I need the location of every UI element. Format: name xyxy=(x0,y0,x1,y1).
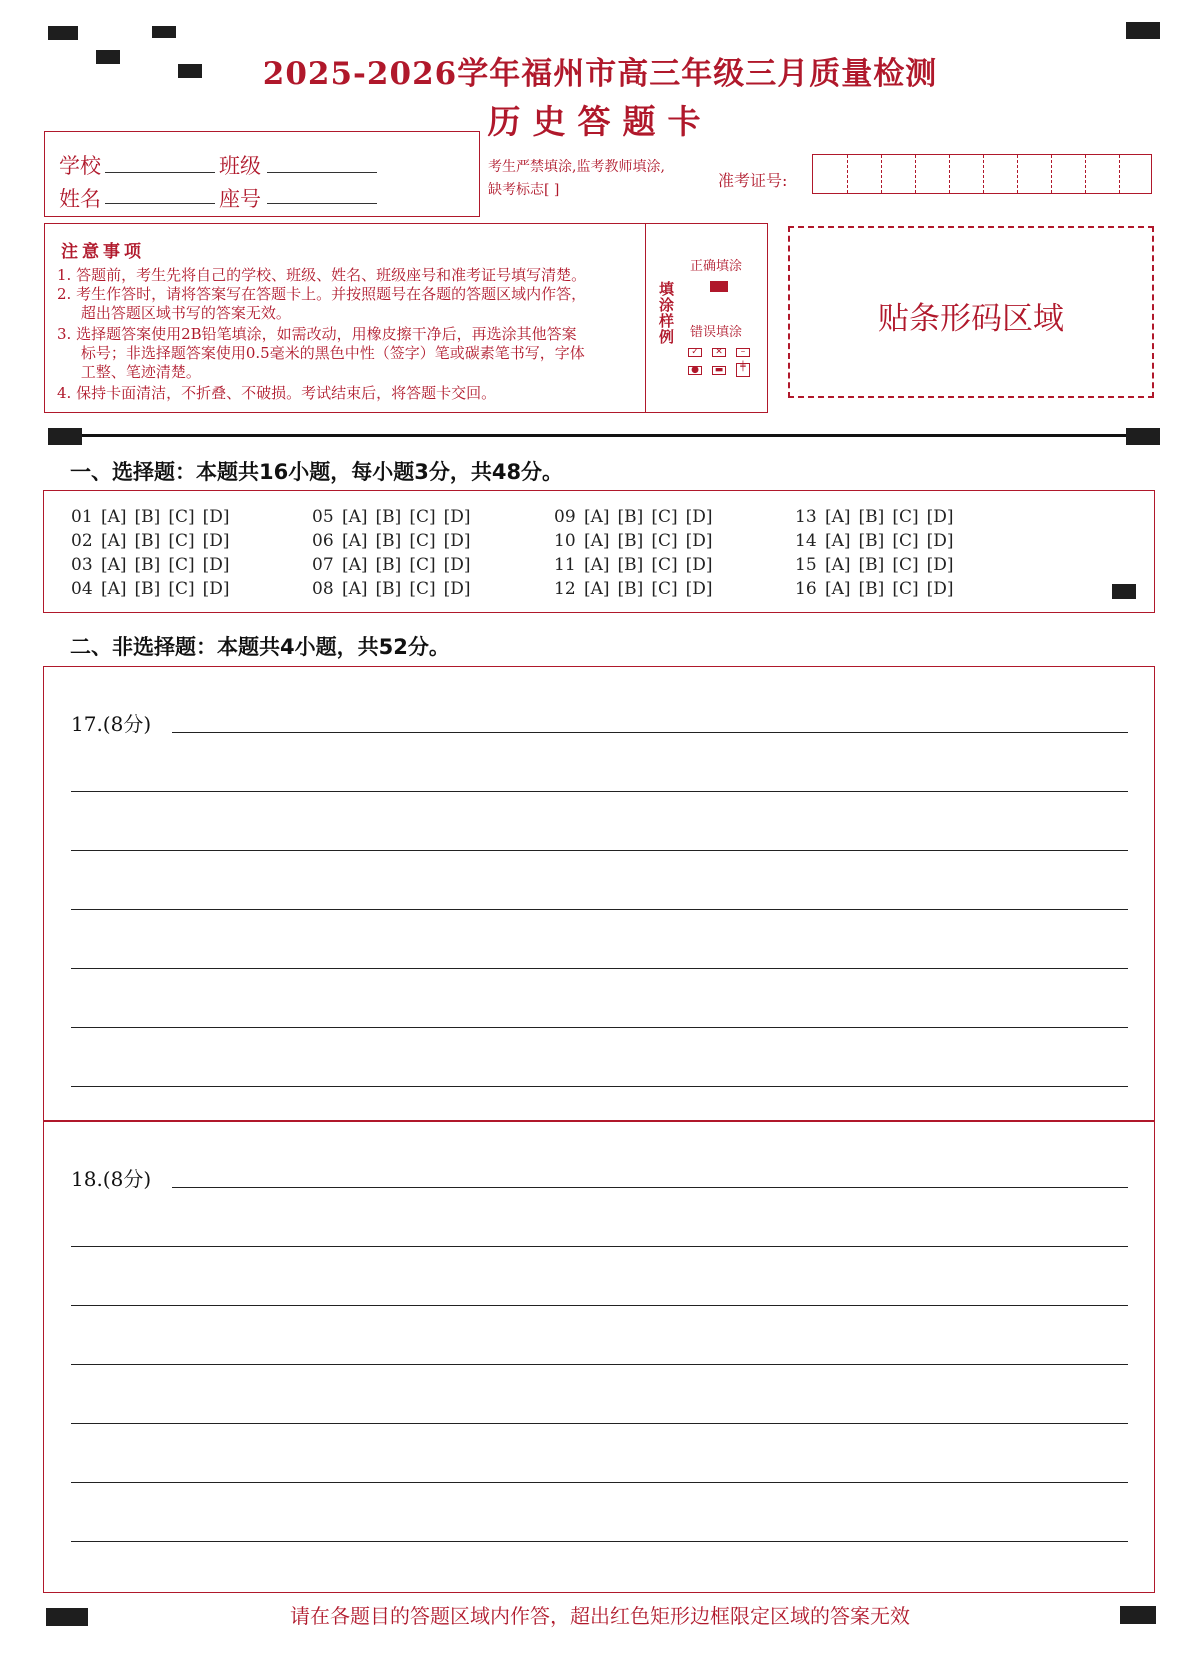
choice-question-row xyxy=(795,507,962,527)
school-label: 学校 xyxy=(59,154,101,178)
notice-item: 2. 考生作答时，请将答案写在答题卡上。并按照题号在各题的答题区域内作答， xyxy=(57,285,587,303)
alignment-mark xyxy=(48,428,82,445)
answer-option[interactable]: [C] xyxy=(409,531,436,551)
section2-title: 二、非选择题：本题共4小题，共52分。 xyxy=(70,635,450,659)
answer-option[interactable]: [A] xyxy=(101,507,127,527)
answer-option[interactable]: [D] xyxy=(685,531,713,551)
barcode-label: 贴条形码区域 xyxy=(878,301,1064,337)
name-field[interactable] xyxy=(105,203,215,204)
answer-option[interactable]: [B] xyxy=(134,555,161,575)
check-mark-icon: ✓ xyxy=(688,348,702,357)
exam-id-cell xyxy=(1085,155,1086,193)
choice-question-row xyxy=(312,555,479,575)
school-field[interactable] xyxy=(105,172,215,173)
q18-line[interactable] xyxy=(71,1364,1128,1365)
student-info-box xyxy=(44,131,480,217)
notice-item: 4. 保持卡面清洁，不折叠、不破损。考试结束后，将答题卡交回。 xyxy=(57,384,497,402)
answer-option[interactable]: [A] xyxy=(584,531,610,551)
answer-option[interactable]: [D] xyxy=(685,579,713,599)
question-number: 02 xyxy=(71,531,93,551)
choice-question-row xyxy=(71,531,238,551)
answer-option[interactable]: [C] xyxy=(409,507,436,527)
question-number: 15 xyxy=(795,555,817,575)
q18-line[interactable] xyxy=(71,1305,1128,1306)
alignment-mark xyxy=(1112,584,1136,599)
alignment-mark xyxy=(1126,428,1160,445)
exam-id-cell xyxy=(881,155,882,193)
exam-id-label: 准考证号: xyxy=(718,171,788,190)
answer-option[interactable]: [D] xyxy=(685,555,713,575)
choice-question-row xyxy=(312,531,479,551)
name-label: 姓名 xyxy=(59,187,101,211)
overflow-fill-icon: ╪ xyxy=(736,363,750,377)
separator-line xyxy=(82,434,1126,437)
answer-option[interactable]: [A] xyxy=(825,555,851,575)
exam-title: 2025-2026学年福州市高三年级三月质量检测 xyxy=(262,56,938,92)
q17-answer-box[interactable] xyxy=(43,666,1155,1122)
choice-question-row xyxy=(554,555,721,575)
choice-question-row xyxy=(795,555,962,575)
answer-option[interactable]: [C] xyxy=(892,555,919,575)
question-number: 03 xyxy=(71,555,93,575)
q17-line[interactable] xyxy=(71,850,1128,851)
q18-line[interactable] xyxy=(71,1541,1128,1542)
choice-question-row xyxy=(71,555,238,575)
question-number: 08 xyxy=(312,579,334,599)
circle-fill-icon: ● xyxy=(688,366,702,375)
answer-option[interactable]: [D] xyxy=(926,507,954,527)
answer-option[interactable]: [D] xyxy=(443,579,471,599)
answer-option[interactable]: [A] xyxy=(584,579,610,599)
question-number: 11 xyxy=(554,555,576,575)
question-number: 14 xyxy=(795,531,817,551)
q18-line[interactable] xyxy=(71,1482,1128,1483)
answer-option[interactable]: [C] xyxy=(409,579,436,599)
answer-option[interactable]: [D] xyxy=(202,579,230,599)
answer-option[interactable]: [A] xyxy=(342,531,368,551)
proctor-note: 考生严禁填涂,监考教师填涂, xyxy=(488,159,665,175)
q18-label: 18.(8分) xyxy=(71,1167,152,1191)
fill-sample-label: 填涂样例 xyxy=(657,281,675,345)
answer-option[interactable]: [A] xyxy=(584,507,610,527)
question-number: 16 xyxy=(795,579,817,599)
question-number: 01 xyxy=(71,507,93,527)
answer-option[interactable]: [D] xyxy=(202,507,230,527)
exam-id-cell xyxy=(1017,155,1018,193)
correct-fill-sample xyxy=(710,281,728,292)
answer-option[interactable]: [C] xyxy=(651,555,678,575)
absent-mark[interactable]: 缺考标志[ ] xyxy=(488,182,560,198)
answer-option[interactable]: [A] xyxy=(342,507,368,527)
cross-mark-icon: ✕ xyxy=(712,348,726,357)
question-number: 13 xyxy=(795,507,817,527)
section1-title: 一、选择题：本题共16小题，每小题3分，共48分。 xyxy=(70,460,564,484)
answer-option[interactable]: [C] xyxy=(168,555,195,575)
q18-line[interactable] xyxy=(71,1246,1128,1247)
question-number: 05 xyxy=(312,507,334,527)
answer-option[interactable]: [B] xyxy=(617,555,644,575)
exam-id-cell xyxy=(1119,155,1120,193)
answer-option[interactable]: [A] xyxy=(342,579,368,599)
answer-option[interactable]: [C] xyxy=(651,579,678,599)
choice-question-row xyxy=(71,507,238,527)
answer-option[interactable]: [B] xyxy=(858,555,885,575)
q17-line[interactable] xyxy=(71,1086,1128,1087)
exam-id-cell xyxy=(983,155,984,193)
choice-grid xyxy=(44,491,1154,612)
choice-question-row xyxy=(795,579,962,599)
exam-id-cell xyxy=(915,155,916,193)
choice-question-row xyxy=(71,579,238,599)
answer-option[interactable]: [A] xyxy=(584,555,610,575)
answer-option[interactable]: [B] xyxy=(134,531,161,551)
answer-option[interactable]: [D] xyxy=(926,579,954,599)
card-title: 历史答题卡 xyxy=(487,102,713,141)
answer-option[interactable]: [D] xyxy=(926,555,954,575)
alignment-mark xyxy=(1120,1606,1156,1624)
choice-question-row xyxy=(554,507,721,527)
answer-option[interactable]: [B] xyxy=(617,531,644,551)
question-number: 12 xyxy=(554,579,576,599)
seat-field[interactable] xyxy=(267,203,377,204)
alignment-mark xyxy=(1126,22,1160,39)
q17-label: 17.(8分) xyxy=(71,712,152,736)
notice-item: 3. 选择题答案使用2B铅笔填涂，如需改动，用橡皮擦干净后，再选涂其他答案 xyxy=(57,325,577,343)
class-label: 班级 xyxy=(219,154,261,178)
notice-item: 1. 答题前，考生先将自己的学校、班级、姓名、班级座号和准考证号填写清楚。 xyxy=(57,266,587,284)
notice-item: 超出答题区域书写的答案无效。 xyxy=(57,304,291,322)
q17-line[interactable] xyxy=(71,1027,1128,1028)
alignment-mark xyxy=(48,26,78,40)
choice-question-row xyxy=(312,507,479,527)
answer-option[interactable]: [B] xyxy=(375,531,402,551)
answer-option[interactable]: [D] xyxy=(443,531,471,551)
half-fill-icon: ▬ xyxy=(712,366,726,375)
alignment-mark xyxy=(152,26,176,38)
exam-id-grid[interactable] xyxy=(812,154,1152,194)
answer-option[interactable]: [C] xyxy=(168,579,195,599)
q18-line[interactable] xyxy=(71,1423,1128,1424)
answer-option[interactable]: [B] xyxy=(858,579,885,599)
answer-option[interactable]: [C] xyxy=(892,531,919,551)
q17-line[interactable] xyxy=(71,909,1128,910)
answer-option[interactable]: [C] xyxy=(892,579,919,599)
answer-option[interactable]: [A] xyxy=(825,531,851,551)
answer-option[interactable]: [A] xyxy=(342,555,368,575)
answer-option[interactable]: [C] xyxy=(892,507,919,527)
answer-option[interactable]: [B] xyxy=(858,531,885,551)
barcode-area xyxy=(788,226,1154,398)
notice-item: 标号；非选择题答案使用0.5毫米的黑色中性（签字）笔或碳素笔书写，字体 xyxy=(57,344,585,362)
answer-option[interactable]: [C] xyxy=(168,507,195,527)
answer-option[interactable]: [A] xyxy=(101,555,127,575)
question-number: 07 xyxy=(312,555,334,575)
answer-option[interactable]: [D] xyxy=(202,531,230,551)
answer-option[interactable]: [B] xyxy=(617,579,644,599)
choice-box xyxy=(43,490,1155,613)
answer-option[interactable]: [A] xyxy=(825,507,851,527)
answer-option[interactable]: [C] xyxy=(409,555,436,575)
fill-sample-panel xyxy=(645,223,770,413)
q17-line[interactable] xyxy=(71,968,1128,969)
answer-option[interactable]: [B] xyxy=(134,507,161,527)
footer-note: 请在各题目的答题区域内作答，超出红色矩形边框限定区域的答案无效 xyxy=(290,1604,910,1628)
answer-option[interactable]: [D] xyxy=(202,555,230,575)
question-number: 10 xyxy=(554,531,576,551)
answer-option[interactable]: [D] xyxy=(443,555,471,575)
answer-option[interactable]: [C] xyxy=(168,531,195,551)
answer-option[interactable]: [B] xyxy=(134,579,161,599)
answer-option[interactable]: [B] xyxy=(617,507,644,527)
notice-title: 注意事项 xyxy=(61,242,145,262)
correct-fill-label: 正确填涂 xyxy=(690,259,743,274)
wrong-fill-label: 错误填涂 xyxy=(690,325,743,340)
choice-question-row xyxy=(554,579,721,599)
exam-id-cell xyxy=(847,155,848,193)
q18-answer-box[interactable] xyxy=(43,1120,1155,1593)
q17-line[interactable] xyxy=(172,732,1128,733)
choice-question-row xyxy=(554,531,721,551)
answer-option[interactable]: [C] xyxy=(651,531,678,551)
answer-option[interactable]: [D] xyxy=(443,507,471,527)
notice-box xyxy=(44,223,768,413)
choice-question-row xyxy=(312,579,479,599)
notice-item: 工整、笔迹清楚。 xyxy=(57,363,201,381)
answer-option[interactable]: [A] xyxy=(101,579,127,599)
answer-option[interactable]: [B] xyxy=(858,507,885,527)
question-number: 09 xyxy=(554,507,576,527)
class-field[interactable] xyxy=(267,172,377,173)
answer-option[interactable]: [B] xyxy=(375,555,402,575)
answer-option[interactable]: [A] xyxy=(825,579,851,599)
question-number: 06 xyxy=(312,531,334,551)
question-number: 04 xyxy=(71,579,93,599)
choice-question-row xyxy=(795,531,962,551)
answer-option[interactable]: [A] xyxy=(101,531,127,551)
answer-option[interactable]: [C] xyxy=(651,507,678,527)
partial-fill-icon: – xyxy=(736,348,750,357)
q18-line[interactable] xyxy=(172,1187,1128,1188)
answer-option[interactable]: [D] xyxy=(685,507,713,527)
q17-line[interactable] xyxy=(71,791,1128,792)
answer-option[interactable]: [B] xyxy=(375,579,402,599)
answer-option[interactable]: [D] xyxy=(926,531,954,551)
exam-id-cell xyxy=(1051,155,1052,193)
seat-label: 座号 xyxy=(219,187,261,211)
answer-option[interactable]: [B] xyxy=(375,507,402,527)
exam-id-cell xyxy=(949,155,950,193)
